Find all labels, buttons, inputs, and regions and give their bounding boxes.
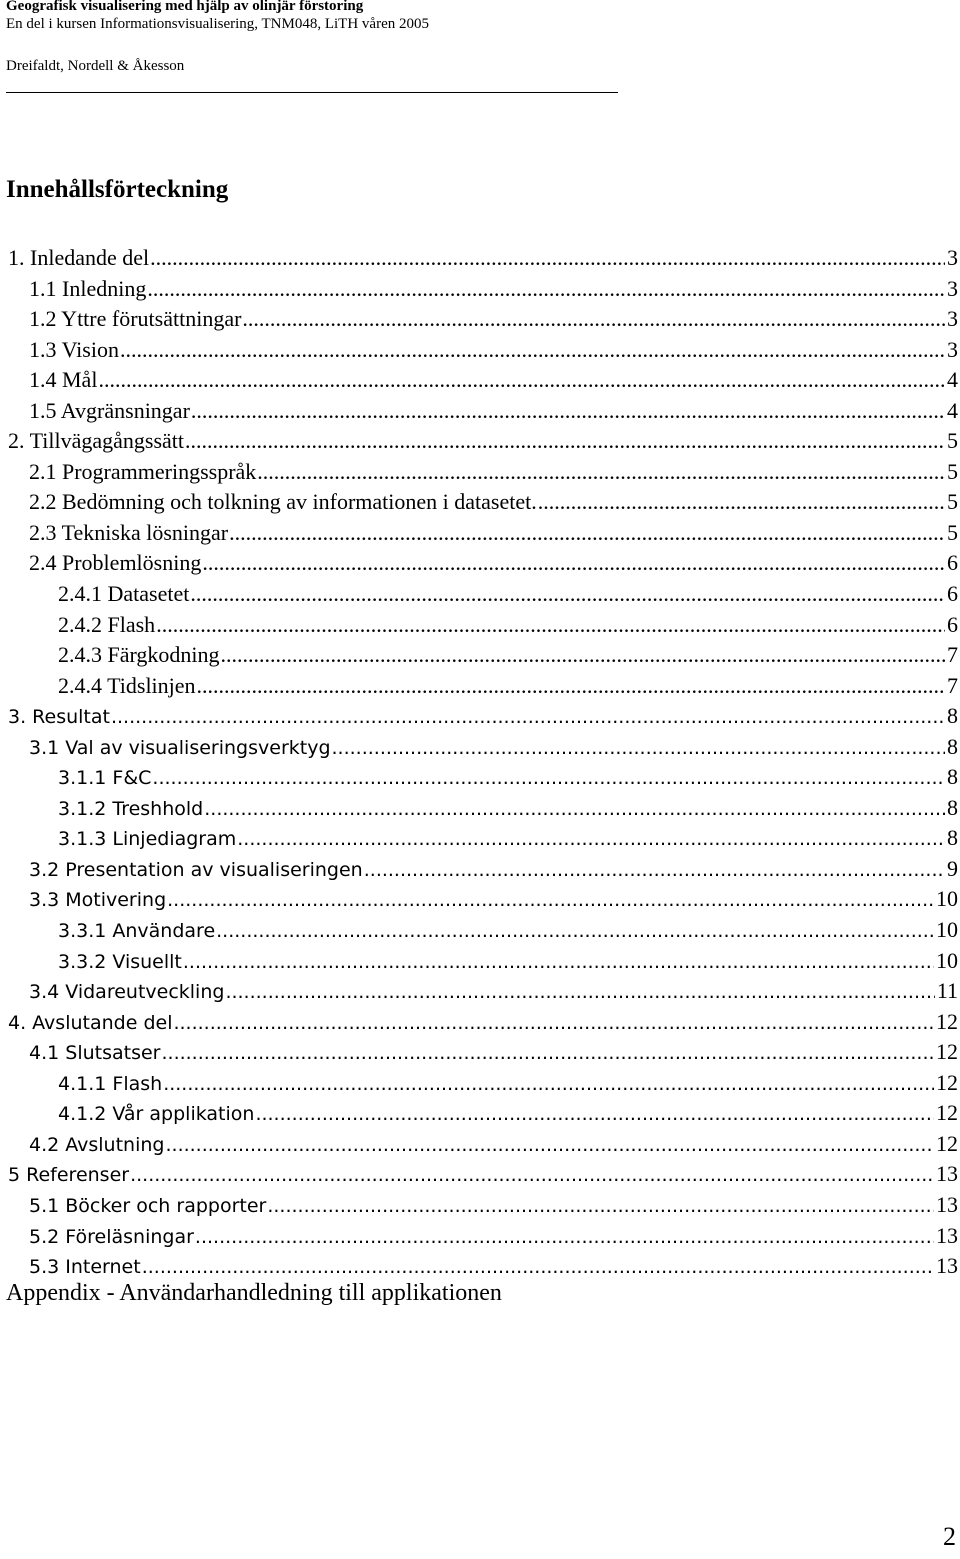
toc-entry-label: 1.3 Vision [29,336,119,362]
toc-title: Innehållsförteckning [6,176,229,203]
toc-entry-label: 1. Inledande del [8,245,150,270]
toc-entry-page: 8 [947,733,958,759]
toc-entry-page: 11 [936,978,958,1004]
toc-leader [190,579,945,610]
toc-entry-page: 10 [936,917,958,943]
toc-entry-label: 3.3 Motivering [29,889,167,912]
toc-entry-label: 3.3.2 Visuellt [58,950,182,973]
toc-entry-page: 13 [936,1191,958,1217]
toc-leader [204,794,945,825]
toc-leader [267,1191,934,1222]
toc-entry-2-4[interactable] [8,548,958,579]
toc-leader [173,1008,934,1039]
toc-entry-4-2[interactable] [8,1129,958,1160]
toc-entry-page: 12 [936,1039,958,1065]
toc-entry-page: 5 [947,428,958,454]
toc-entry-page: 4 [947,367,958,393]
toc-entry-page: 3 [947,275,958,301]
toc-entry-page: 8 [947,764,958,790]
toc-entry-page: 3 [947,306,958,332]
toc-entry-3-4[interactable] [8,976,958,1007]
toc-leader [191,396,945,427]
toc-leader [197,671,945,702]
toc-leader [237,824,945,855]
toc-entry-page: 10 [936,947,958,973]
toc-entry-4-1[interactable] [8,1037,958,1068]
toc-entry-1-2[interactable] [8,304,958,335]
toc-leader [183,947,934,978]
toc-entry-label: 2.4.1 Datasetet [58,581,190,607]
toc-leader [185,426,945,457]
toc-entry-page: 13 [936,1222,958,1248]
toc-entry-5[interactable] [8,1159,958,1190]
toc-entry-page: 12 [936,1069,958,1095]
toc-entry-2-4-2[interactable] [8,610,958,641]
toc-leader [225,977,934,1008]
toc-entry-label: 5.2 Föreläsningar [29,1225,194,1248]
toc-entry-label: 3. Resultat [8,706,110,729]
toc-entry-label: 5.3 Internet [29,1256,141,1279]
toc-leader [195,1222,934,1253]
toc-entry-label: 3.1.3 Linjediagram [58,828,237,851]
toc-leader [156,610,945,641]
toc-entry-page: 3 [947,245,958,270]
toc-leader [167,885,934,916]
toc-entry-page: 8 [947,825,958,851]
toc-leader [163,1069,934,1100]
toc-leader [229,518,945,549]
toc-entry-label: 2.4.3 Färgkodning [58,642,220,668]
toc-entry-label: 4.1.2 Vår applikation [58,1103,255,1126]
toc-entry-page: 6 [947,550,958,576]
toc-entry-page: 9 [947,855,958,881]
toc-entry-label: 1.1 Inledning [29,275,147,301]
document-subtitle: En del i kursen Informationsvisualisering, TNM048, LiTH våren 2005 [6,16,429,32]
toc-entry-page: 8 [947,794,958,820]
toc-entry-2-4-4[interactable] [8,671,958,702]
toc-entry-3-3-2[interactable] [8,946,958,977]
toc-entry-3[interactable] [8,701,958,732]
toc-entry-label: 2.2 Bedömning och tolkning av informationen i datasetet. [29,489,537,515]
toc-entry-label: 2.1 Programmeringsspråk [29,458,257,484]
toc-leader [150,243,945,274]
toc-entry-label: 2.4.2 Flash [58,611,156,637]
toc-entry-label: 2.4.4 Tidslinjen [58,672,196,698]
toc-entry-3-3-1[interactable] [8,915,958,946]
toc-entry-2-3[interactable] [8,518,958,549]
toc-entry-label: 4. Avslutande del [8,1011,173,1034]
toc-entry-3-1[interactable] [8,732,958,763]
toc-leader [130,1160,934,1191]
toc-entry-label: 3.1.2 Treshhold [58,797,204,820]
toc-entry-2-2[interactable] [8,487,958,518]
toc-entry-4-1-2[interactable] [8,1098,958,1129]
toc-entry-3-1-1[interactable] [8,762,958,793]
toc-entry-1-1[interactable] [8,274,958,305]
toc-entry-page: 13 [936,1253,958,1279]
toc-entry-1[interactable] [8,243,958,274]
toc-entry-2[interactable] [8,426,958,457]
toc-entry-2-4-3[interactable] [8,640,958,671]
toc-entry-label: 3.4 Vidareutveckling [29,981,225,1004]
toc-entry-page: 12 [936,1100,958,1126]
toc-entry-3-1-3[interactable] [8,823,958,854]
toc-entry-page: 6 [947,581,958,607]
toc-leader [98,365,945,396]
toc-entry-page: 13 [936,1161,958,1187]
appendix-line: Appendix - Användarhandledning till applikationen [6,1280,502,1306]
toc-entry-1-5[interactable] [8,396,958,427]
toc-entry-label: 2.3 Tekniska lösningar [29,519,229,545]
toc-entry-label: 3.1 Val av visualiseringsverktyg [29,736,331,759]
toc-entry-page: 7 [947,672,958,698]
toc-leader [538,487,945,518]
toc-entry-2-1[interactable] [8,457,958,488]
toc-entry-page: 5 [947,458,958,484]
toc-entry-label: 1.5 Avgränsningar [29,397,190,423]
toc-entry-page: 5 [947,489,958,515]
toc-entry-page: 7 [947,642,958,668]
toc-entry-3-2[interactable] [8,854,958,885]
toc-entry-label: 2. Tillvägagångssätt [8,428,185,454]
toc-entry-page: 8 [947,703,958,729]
toc-entry-2-4-1[interactable] [8,579,958,610]
toc-entry-4[interactable] [8,1007,958,1038]
toc-entry-3-3[interactable] [8,884,958,915]
toc-leader [255,1099,934,1130]
toc-leader [120,335,945,366]
toc-entry-page: 6 [947,611,958,637]
document-title: Geografisk visualisering med hjälp av olinjär förstoring [6,0,364,14]
toc-entry-page: 3 [947,336,958,362]
toc-entry-page: 12 [936,1008,958,1034]
page-number: 2 [943,1522,956,1551]
toc-leader [165,1130,934,1161]
toc-leader [152,763,945,794]
toc-leader [257,457,945,488]
toc-entry-label: 1.2 Yttre förutsättningar [29,306,242,332]
toc-entry-4-1-1[interactable] [8,1068,958,1099]
toc-leader [111,702,945,733]
toc-entry-label: 5 Referenser [8,1164,130,1187]
toc-leader [202,548,945,579]
toc-entry-label: 3.3.1 Användare [58,920,216,943]
toc-entry-label: 1.4 Mål [29,367,98,393]
toc-entry-label: 4.1 Slutsatser [29,1042,161,1065]
toc-entry-label: 4.2 Avslutning [29,1133,165,1156]
document-authors: Dreifaldt, Nordell & Åkesson [6,58,185,74]
toc-entry-5-2[interactable] [8,1221,958,1252]
toc-entry-label: 4.1.1 Flash [58,1072,163,1095]
header-rule [6,92,618,93]
toc-entry-5-3[interactable] [8,1251,958,1282]
toc-leader [221,640,945,671]
toc-list [8,243,958,1282]
toc-entry-label: 2.4 Problemlösning [29,550,202,576]
toc-entry-page: 5 [947,519,958,545]
toc-entry-label: 3.1.1 F&C [58,767,152,790]
toc-entry-5-1[interactable] [8,1190,958,1221]
toc-leader [142,1252,934,1283]
toc-entry-label: 3.2 Presentation av visualiseringen [29,858,363,881]
toc-leader [332,733,945,764]
toc-entry-1-4[interactable] [8,365,958,396]
toc-leader [216,916,934,947]
toc-leader [147,274,945,305]
toc-leader [364,855,945,886]
toc-entry-page: 10 [936,886,958,912]
toc-entry-1-3[interactable] [8,335,958,366]
toc-entry-label: 5.1 Böcker och rapporter [29,1194,267,1217]
toc-entry-3-1-2[interactable] [8,793,958,824]
toc-entry-page: 12 [936,1130,958,1156]
toc-leader [161,1038,934,1069]
toc-leader [242,304,945,335]
toc-entry-page: 4 [947,397,958,423]
